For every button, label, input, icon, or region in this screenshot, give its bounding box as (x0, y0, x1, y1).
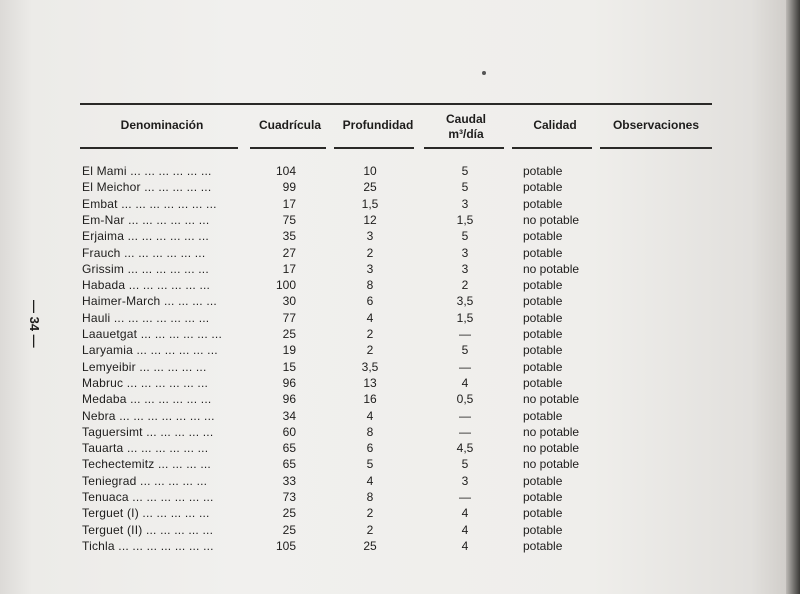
row-profundidad: 2 (366, 506, 374, 521)
row-caudal: 5 (461, 229, 469, 244)
row-caudal: 4 (461, 375, 469, 390)
table-row (0, 197, 720, 213)
table-row (0, 164, 720, 180)
table-top-rule (80, 103, 712, 105)
header-observaciones: Observaciones (612, 118, 700, 132)
row-calidad: potable (523, 408, 563, 423)
table-row (0, 376, 720, 392)
row-calidad: no potable (523, 261, 580, 276)
header-caudal-line1: Caudal (445, 112, 486, 126)
row-calidad: potable (523, 538, 563, 553)
row-calidad: potable (523, 522, 563, 537)
row-profundidad: 2 (366, 327, 374, 341)
table-row (0, 294, 720, 310)
row-cuadricula: 65 (282, 457, 296, 472)
row-denominacion: Frauch ... ... ... ... ... ... (82, 245, 206, 260)
header-underline-denominacion (80, 147, 238, 149)
table-row (0, 490, 720, 506)
row-caudal: 3,5 (456, 294, 474, 309)
row-denominacion: Embat ... ... ... ... ... ... ... (82, 196, 217, 211)
row-calidad: potable (523, 473, 563, 488)
row-denominacion: Mabruc ... ... ... ... ... ... (82, 375, 209, 390)
row-calidad: potable (523, 229, 563, 244)
row-cuadricula: 105 (275, 538, 296, 553)
row-denominacion: Erjaima ... ... ... ... ... ... (82, 229, 209, 244)
table-row (0, 457, 720, 473)
row-denominacion: El Meichor ... ... ... ... ... (82, 180, 212, 195)
row-caudal: — (459, 408, 471, 423)
row-cuadricula: 35 (282, 229, 296, 244)
row-cuadricula: 27 (282, 245, 296, 260)
row-cuadricula: 96 (282, 375, 296, 390)
table-row (0, 311, 720, 327)
row-calidad: potable (523, 245, 563, 260)
row-cuadricula: 25 (282, 327, 296, 341)
book-binding-edge (786, 0, 800, 594)
row-denominacion: Terguet (II) ... ... ... ... ... (82, 522, 214, 537)
row-denominacion: Em-Nar ... ... ... ... ... ... (82, 212, 210, 227)
row-caudal: 5 (461, 457, 469, 472)
row-caudal: 1,5 (456, 310, 474, 325)
row-denominacion: Haimer-March ... ... ... ... (82, 294, 217, 309)
row-profundidad: 8 (366, 424, 374, 439)
table-row (0, 392, 720, 408)
row-cuadricula: 100 (275, 278, 296, 293)
table-row (0, 229, 720, 245)
header-underline-caudal (424, 147, 504, 149)
row-cuadricula: 33 (282, 473, 296, 488)
row-denominacion: Medaba ... ... ... ... ... ... (82, 392, 212, 407)
row-denominacion: Tauarta ... ... ... ... ... ... (82, 441, 209, 456)
table-row (0, 409, 720, 425)
row-cuadricula: 17 (282, 196, 296, 211)
row-caudal: — (459, 490, 471, 504)
row-caudal: 5 (461, 180, 469, 195)
row-profundidad: 6 (366, 441, 374, 456)
row-cuadricula: 25 (282, 506, 296, 521)
row-calidad: potable (523, 343, 563, 358)
header-underline-calidad (512, 147, 592, 149)
row-caudal: — (459, 424, 471, 439)
row-caudal: 3 (461, 261, 469, 276)
row-cuadricula: 15 (282, 359, 296, 374)
header-caudal (428, 112, 504, 142)
row-profundidad: 16 (363, 392, 377, 407)
header-underline-observaciones (600, 147, 712, 149)
row-denominacion: Tenuaca ... ... ... ... ... ... (82, 490, 214, 504)
row-cuadricula: 60 (282, 424, 296, 439)
row-calidad: potable (523, 327, 563, 341)
row-calidad: no potable (523, 441, 580, 456)
row-cuadricula: 30 (282, 294, 296, 309)
row-calidad: potable (523, 310, 563, 325)
table-row (0, 327, 720, 343)
row-denominacion: Terguet (I) ... ... ... ... ... (82, 506, 210, 521)
row-profundidad: 3 (366, 261, 374, 276)
row-caudal: — (459, 359, 471, 374)
row-profundidad: 2 (366, 343, 374, 358)
row-cuadricula: 65 (282, 441, 296, 456)
row-cuadricula: 73 (282, 490, 296, 504)
row-calidad: potable (523, 196, 563, 211)
table-row (0, 262, 720, 278)
row-calidad: no potable (523, 424, 580, 439)
row-denominacion: Teniegrad ... ... ... ... ... (82, 473, 208, 488)
row-profundidad: 25 (363, 538, 377, 553)
row-calidad: no potable (523, 457, 580, 472)
row-caudal: 0,5 (456, 392, 474, 407)
header-underline-cuadricula (250, 147, 326, 149)
row-caudal: 4 (461, 522, 469, 537)
row-profundidad: 8 (366, 490, 374, 504)
row-caudal: 5 (461, 343, 469, 358)
row-cuadricula: 104 (275, 164, 296, 178)
row-caudal: 4 (461, 506, 469, 521)
row-calidad: no potable (523, 392, 580, 407)
row-cuadricula: 19 (282, 343, 296, 358)
table-row (0, 506, 720, 522)
row-caudal: 3 (461, 245, 469, 260)
row-profundidad: 8 (366, 278, 374, 293)
table-row (0, 180, 720, 196)
header-denominacion: Denominación (120, 118, 204, 132)
table-row (0, 474, 720, 490)
row-cuadricula: 17 (282, 261, 296, 276)
row-denominacion: Hauli ... ... ... ... ... ... ... (82, 310, 210, 325)
row-profundidad: 4 (366, 473, 374, 488)
table-row (0, 343, 720, 359)
row-profundidad: 4 (366, 310, 374, 325)
table-row (0, 425, 720, 441)
row-cuadricula: 96 (282, 392, 296, 407)
header-caudal-line2: m³/día (448, 127, 484, 141)
row-caudal: 1,5 (456, 212, 474, 227)
page-number: — 34 — (27, 300, 42, 348)
row-caudal: 3 (461, 473, 469, 488)
row-profundidad: 4 (366, 408, 374, 423)
row-caudal: 4 (461, 538, 469, 553)
row-caudal: 2 (461, 278, 469, 293)
row-denominacion: Grissim ... ... ... ... ... ... (82, 261, 209, 276)
row-profundidad: 13 (363, 375, 377, 390)
row-calidad: potable (523, 506, 563, 521)
row-calidad: potable (523, 294, 563, 309)
row-denominacion: Lemyeibir ... ... ... ... ... (82, 359, 207, 374)
row-profundidad: 3 (366, 229, 374, 244)
table-row (0, 441, 720, 457)
row-cuadricula: 77 (282, 310, 296, 325)
header-cuadricula: Cuadrícula (258, 118, 321, 132)
row-profundidad: 2 (366, 522, 374, 537)
header-calidad: Calidad (533, 118, 577, 132)
row-profundidad: 25 (363, 180, 377, 195)
row-denominacion: Techectemitz ... ... ... ... (82, 457, 211, 472)
table-row (0, 523, 720, 539)
row-calidad: potable (523, 375, 563, 390)
row-denominacion: Taguersimt ... ... ... ... ... (82, 424, 214, 439)
header-underline-profundidad (334, 147, 414, 149)
row-profundidad: 5 (366, 457, 374, 472)
row-calidad: potable (523, 359, 563, 374)
row-calidad: no potable (523, 212, 580, 227)
row-denominacion: Laryamia ... ... ... ... ... ... (82, 343, 218, 358)
row-denominacion: Laauetgat ... ... ... ... ... ... (82, 327, 223, 341)
table-row (0, 213, 720, 229)
row-denominacion: Tichla ... ... ... ... ... ... ... (82, 538, 214, 553)
row-caudal: 4,5 (456, 441, 474, 456)
row-calidad: potable (523, 180, 563, 195)
table-row (0, 539, 720, 555)
row-calidad: potable (523, 164, 563, 178)
row-caudal: 3 (461, 196, 469, 211)
row-denominacion: Nebra ... ... ... ... ... ... ... (82, 408, 215, 423)
row-profundidad: 3,5 (361, 359, 379, 374)
row-caudal: 5 (461, 164, 469, 178)
row-cuadricula: 25 (282, 522, 296, 537)
row-calidad: potable (523, 490, 563, 504)
table-row (0, 278, 720, 294)
row-denominacion: Habada ... ... ... ... ... ... (82, 278, 211, 293)
row-cuadricula: 99 (282, 180, 296, 195)
table-row (0, 360, 720, 376)
row-calidad: potable (523, 278, 563, 293)
row-cuadricula: 34 (282, 408, 296, 423)
row-caudal: — (459, 327, 471, 341)
row-profundidad: 12 (363, 212, 377, 227)
row-denominacion: El Mami ... ... ... ... ... ... (82, 164, 212, 178)
header-profundidad: Profundidad (342, 118, 414, 132)
row-cuadricula: 75 (282, 212, 296, 227)
row-profundidad: 1,5 (361, 196, 379, 211)
row-profundidad: 10 (363, 164, 377, 178)
ink-speck (482, 71, 486, 75)
table-row (0, 246, 720, 262)
row-profundidad: 6 (366, 294, 374, 309)
row-profundidad: 2 (366, 245, 374, 260)
